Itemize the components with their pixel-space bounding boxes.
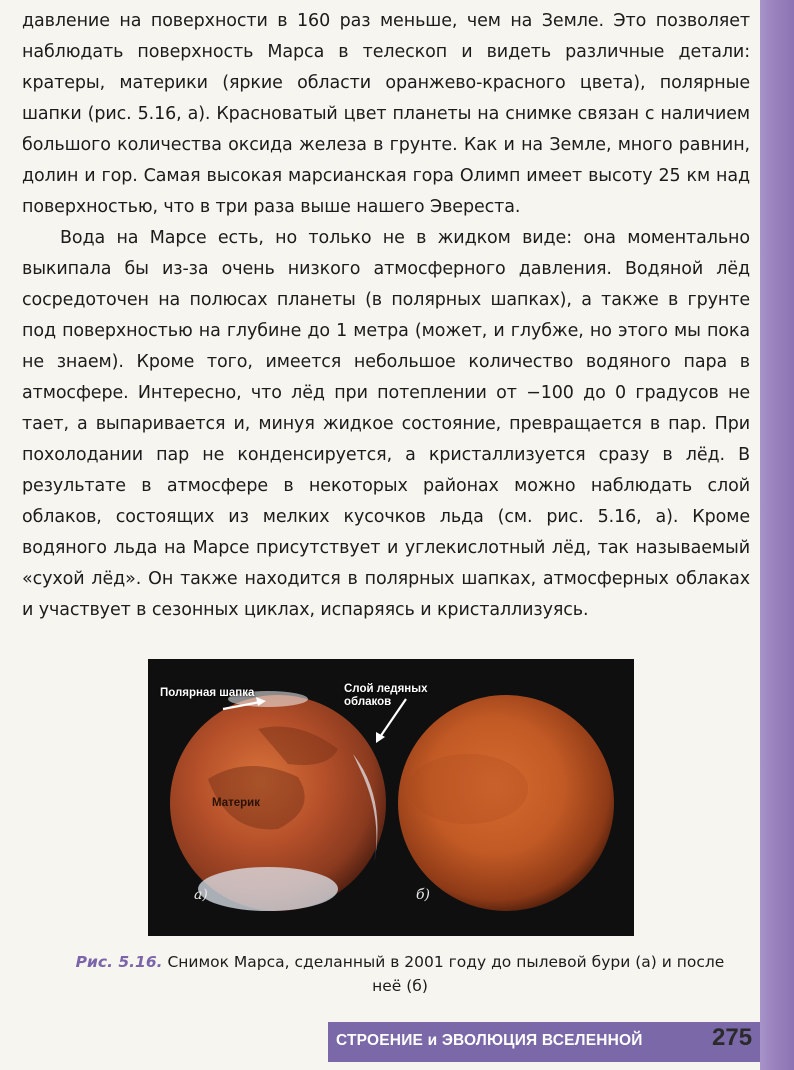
label-continent: Материк bbox=[212, 797, 260, 809]
section-title: СТРОЕНИЕ и ЭВОЛЮЦИЯ ВСЕЛЕННОЙ bbox=[336, 1032, 643, 1049]
caption-text: Снимок Марса, сделанный в 2001 году до пылевой бури (а) и после неё (б) bbox=[167, 953, 725, 995]
mars-after-storm bbox=[398, 695, 614, 911]
paragraph-1: давление на поверхности в 160 раз меньше, чем на Земле. Это позволяет наблюдать поверхность Марса в телескоп и видеть различные детали: кратеры, материки (яркие области оранжево-красного цвета), полярные шапки (рис. 5.16, а). Красноватый цвет планеты на снимке связан с наличием большого количества оксида железа в грунте. Как и на Земле, много равнин, долин и гор. Самая высокая марсианская гора Олимп имеет высоту 25 км над поверхностью, что в три раза выше нашего Эвереста. bbox=[22, 11, 750, 217]
label-ice-clouds: Слой ледяных облаков bbox=[344, 683, 428, 708]
caption-number: Рис. 5.16. bbox=[75, 953, 163, 971]
paragraph-2: Вода на Марсе есть, но только не в жидком виде: она моментально выкипала бы из-за очень низкого атмосферного давления. Водяной лёд сосредоточен на полюсах планеты (в полярных шапках), а также в грунте под поверхностью на глубине до 1 метра (может, и глубже, но этого мы пока не знаем). Кроме того, имеется небольшое количество водяного пара в атмосфере. Интересно, что лёд при потеплении от −100 до 0 градусов не тает, а выпаривается и, минуя жидкое состояние, превращается в пар. При похолодании пар не конденсируется, а кристаллизуется сразу в лёд. В результате в атмосфере в некоторых районах можно наблюдать слой облаков, состоящих из мелких кусочков льда (см. рис. 5.16, а). Кроме водяного льда на Марсе присутствует и углекислотный лёд, так называемый «сухой лёд». Он также находится в полярных шапках, атмосферных облаках и участвует в сезонных циклах, испаряясь и кристаллизуясь. bbox=[22, 228, 750, 620]
page-number: 275 bbox=[712, 1024, 753, 1051]
page-edge-strip bbox=[760, 0, 794, 1070]
sublabel-a: а) bbox=[194, 887, 208, 903]
sublabel-b: б) bbox=[416, 887, 431, 903]
label-polar-cap: Полярная шапка bbox=[160, 687, 255, 699]
figure-mars-photos bbox=[148, 659, 634, 936]
body-text bbox=[22, 6, 750, 626]
figure-caption bbox=[60, 950, 740, 998]
